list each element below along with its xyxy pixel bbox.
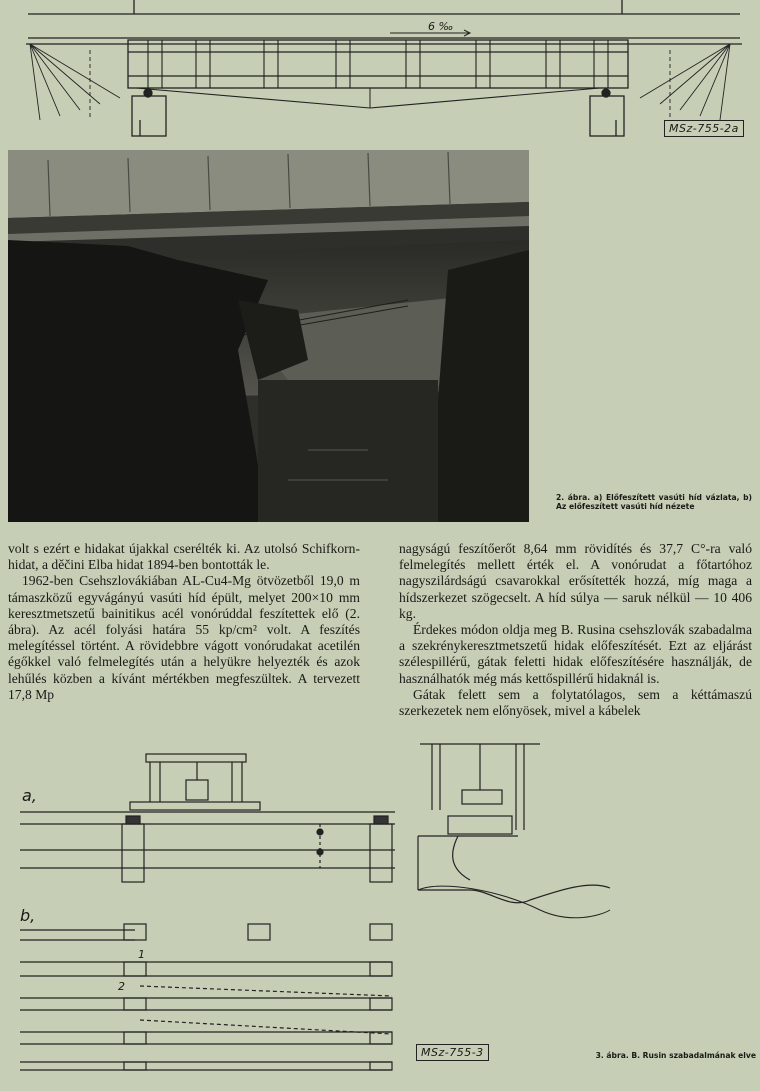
paragraph: Érdekes módon oldja meg B. Rusina csehszlovák szabadalma a szekrénykeresztmetszetű hidak előfeszítését. Ezt az eljárást szélespillérű, gátak feletti hidak előfeszítésére használják, de használhatók még más kettőspillérű hidaknál is. — [399, 622, 752, 686]
figure3-mark-2: 2 — [118, 980, 125, 993]
figure3-label-a: a, — [22, 786, 37, 805]
figure2-caption: 2. ábra. a) Előfeszített vasúti híd vázlata, b) Az előfeszített vasúti híd nézete — [556, 493, 752, 511]
figure3-stamp: MSz-755-3 — [416, 1044, 489, 1061]
figure3-drawing — [0, 740, 760, 1080]
figure3-caption: 3. ábra. B. Rusin szabadalmának elve — [595, 1051, 756, 1060]
figure2a-bridge-sketch — [0, 0, 760, 148]
slope-label: 6 ‰ — [428, 20, 454, 33]
paragraph: volt s ezért e hidakat újakkal cserélték ki. Az utolsó Schifkorn-hidat, a děčini Elba hidat 1894-ben bontották le. — [8, 541, 360, 573]
figure3-mark-1: 1 — [138, 948, 145, 961]
text-column-left — [8, 541, 360, 703]
paragraph: Gátak felett sem a folytatólagos, sem a kéttámaszú szerkezetek nem előnyösek, mivel a kábelek — [399, 686, 752, 719]
bridge-photo — [8, 150, 529, 522]
figure2-stamp: MSz-755-2a — [664, 120, 744, 137]
figure3-label-b: b, — [20, 906, 36, 925]
paragraph: nagyságú feszítőerőt 8,64 mm rövidítés és 37,7 C°-ra való felmelegítés mellett érték el. A vonórudat a főtartóhoz nagyszilárdságú csavarokkal erősítették hozzá, míg maga a hídszerkezet szögecselt. A híd súlya — saruk nélkül — 10 406 kg. — [399, 541, 752, 621]
paragraph: 1962-ben Csehszlovákiában AL-Cu4-Mg ötvözetből 19,0 m támaszközű egyvágányú vasúti híd épült, melyet 200×10 mm keresztmetszetű bainitikus acél vonórúddal feszítettek elő (2. ábra). Az acél folyási határa 55 kp/cm² volt. A feszítés melegítéssel történt. A rövidebbre vágott vonórudakat acetilén égőkkel való felmelegítés után a helyükre helyezték és azok lehűlés közben a kívánt mértékben megfeszültek. A tervezett 17,8 Mp — [8, 573, 360, 702]
text-column-right — [399, 541, 752, 719]
